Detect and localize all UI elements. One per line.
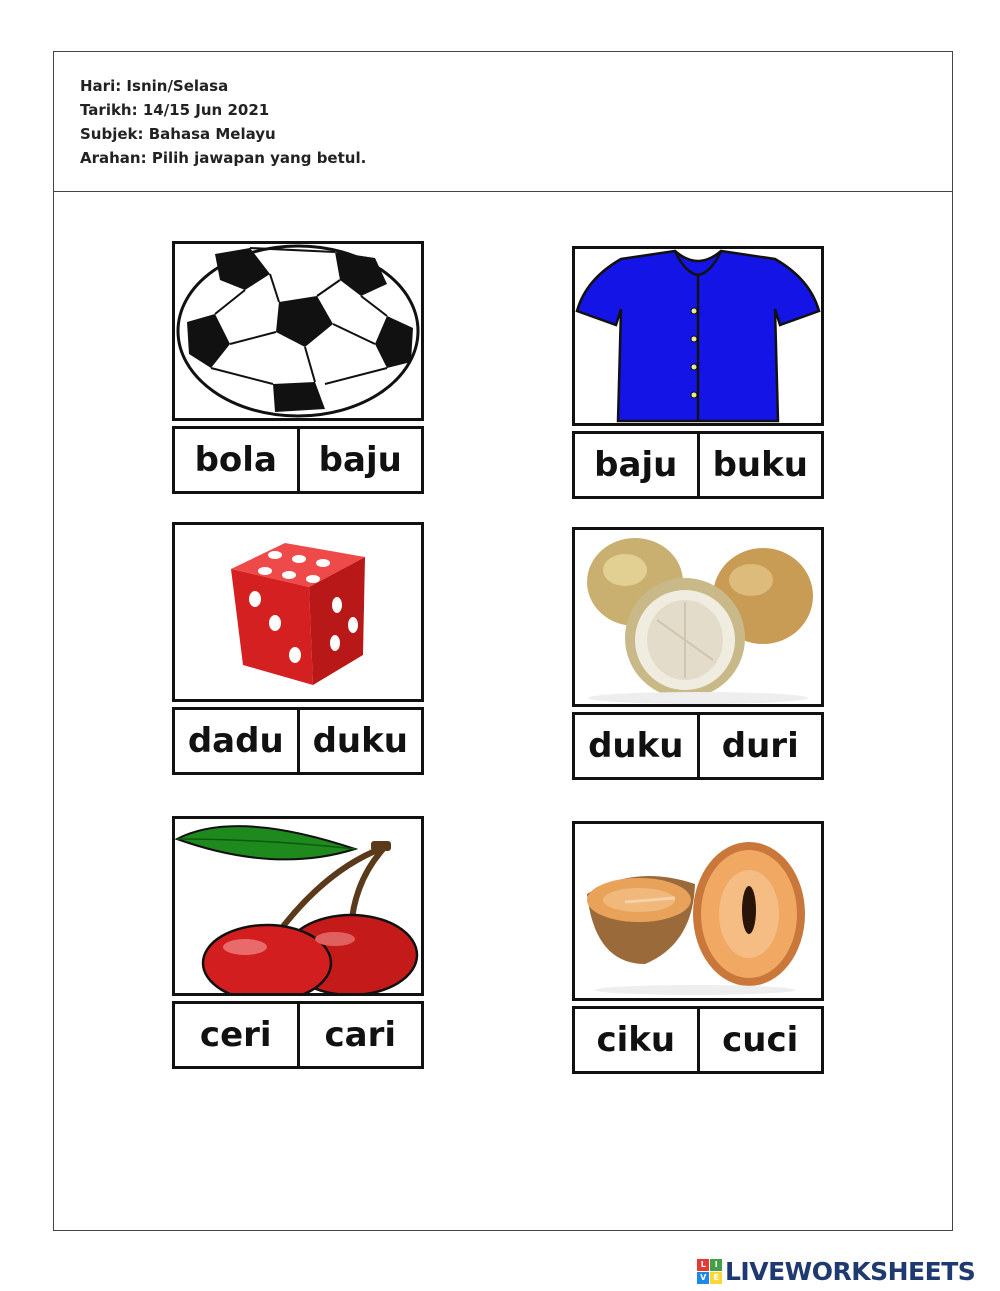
answer-options	[572, 1006, 824, 1074]
ciku-fruit-image	[572, 821, 824, 1001]
option-baju[interactable]: baju	[594, 445, 678, 485]
question-card-2	[572, 246, 824, 499]
day-line: Hari: Isnin/Selasa	[80, 77, 229, 95]
duku-fruit-image	[572, 527, 824, 707]
football-image	[172, 241, 424, 421]
liveworksheets-logo	[697, 1257, 975, 1286]
answer-options	[572, 712, 824, 780]
blue-shirt-image	[572, 246, 824, 426]
question-card-4	[572, 527, 824, 780]
header-divider	[54, 191, 952, 192]
answer-options	[572, 431, 824, 499]
question-card-5	[172, 816, 424, 1069]
answer-options	[172, 1001, 424, 1069]
answer-options	[172, 707, 424, 775]
option-bola[interactable]: bola	[194, 440, 277, 480]
option-ciku[interactable]: ciku	[596, 1020, 676, 1060]
brand-name: LIVEWORKSHEETS	[725, 1257, 976, 1286]
option-ceri[interactable]: ceri	[199, 1015, 272, 1055]
worksheet-header	[80, 74, 366, 170]
subject-line: Subjek: Bahasa Melayu	[80, 125, 276, 143]
answer-options	[172, 426, 424, 494]
logo-blocks-icon: L I V E	[697, 1259, 722, 1284]
option-dadu[interactable]: dadu	[187, 721, 284, 761]
option-buku[interactable]: buku	[697, 434, 822, 496]
option-duku[interactable]: duku	[588, 726, 684, 766]
red-dice-image	[172, 522, 424, 702]
option-duri[interactable]: duri	[697, 715, 822, 777]
question-card-1	[172, 241, 424, 494]
option-duku[interactable]: duku	[297, 710, 422, 772]
option-baju[interactable]: baju	[297, 429, 422, 491]
date-line: Tarikh: 14/15 Jun 2021	[80, 101, 270, 119]
option-cuci[interactable]: cuci	[697, 1009, 822, 1071]
option-cari[interactable]: cari	[297, 1004, 422, 1066]
cherries-image	[172, 816, 424, 996]
question-card-3	[172, 522, 424, 775]
instruction-line: Arahan: Pilih jawapan yang betul.	[80, 149, 367, 167]
question-card-6	[572, 821, 824, 1074]
